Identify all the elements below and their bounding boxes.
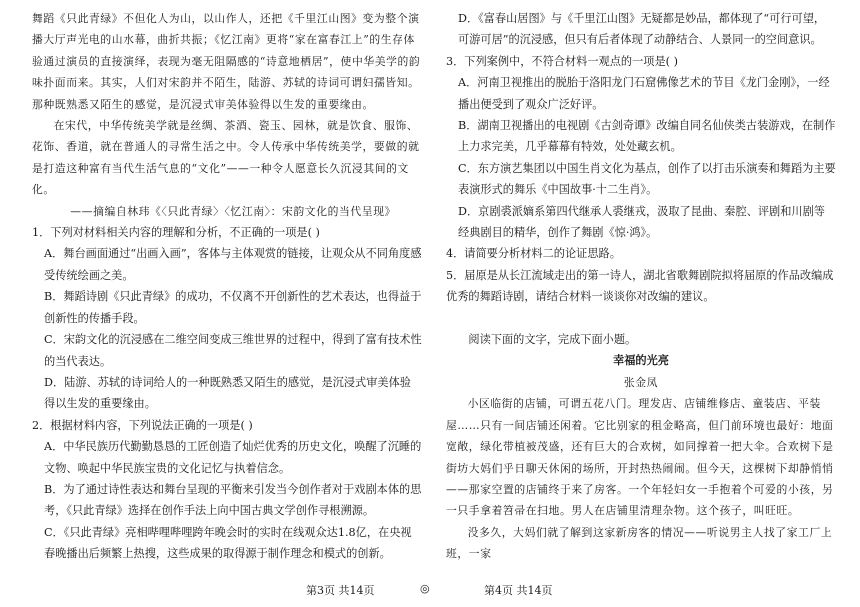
question-1-option-c: C．宋韵文化的沉浸感在二维空间变成三维世界的过程中，得到了富有技术性的当代表达。	[44, 333, 422, 368]
story-paragraph-1: 小区临街的店铺，可谓五花八门。理发店、店铺维修店、童装店、平装屋……只有一间店铺还闲着。它比别家的租金略高，但门前环境也最好：地面宽敞，绿化带植被茂盛，还有巨大的合欢树，如同撑着一把大伞。合欢树下是街坊大妈们乎日聊天休闲的场所，开封热热闹闹。但今天，这棵树下却静悄悄——那家空置的店铺终于来了房客。一个年轻妇女一手抱着个可爱的小孩，另一只手拿着笤帚在扫地。男人在店铺里清理杂物。这个孩子，叫旺旺。	[446, 397, 834, 518]
question-2-option-a: A．中华民族历代勤勤恳恳的工匠创造了灿烂优秀的历史文化，唤醒了沉睡的文物、唤起中华民族宝贵的文化记忆与执着信念。	[44, 440, 422, 475]
question-2-option-b: B．为了通过诗性表达和舞台呈现的平衡来引发当今创作者对于戏剧本体的思考，《只此青绿》选择在创作手法上向中国古典文学创作寻根溯源。	[44, 482, 422, 518]
story-title: 幸福的光亮	[613, 353, 669, 368]
source-citation: ——摘编自林玮《〈只此青绿〉〈忆江南〉：宋韵文化的当代呈现》	[70, 204, 396, 218]
question-2-option-c: C．《只此青绿》亮相哔哩哔哩跨年晚会时的实时在线观众达1.8亿，在央视春晚播出后频繁上热搜，这些成果的取得源于制作理念和模式的创新。	[44, 525, 412, 561]
question-3-option-b: B．湖南卫视播出的电视剧《古剑奇谭》改编自同名仙侠类古装游戏，在制作上力求完美，几乎幕幕有特效，处处藏玄机。	[458, 119, 836, 154]
question-1-stem: 1．下列对材料相关内容的理解和分析，不正确的一项是( )	[32, 226, 320, 240]
question-3-option-c: C．东方演艺集团以中国生肖文化为基点，创作了以打击乐演奏和舞蹈为主要表演形式的舞乐《中国故事·十二生肖》。	[458, 161, 836, 197]
question-3-stem: 3．下列案例中，不符合材料一观点的一项是( )	[446, 54, 678, 68]
question-3-option-d: D．京剧裘派嫡系第四代继承人裘继戎，汲取了昆曲、秦腔、评剧和川剧等经典剧目的精华，创作了舞剧《惊·鸿》。	[458, 204, 825, 240]
page-number-right: 第4页 共14页	[484, 584, 553, 597]
center-mark-icon: ◎	[420, 582, 430, 595]
right-column	[446, 8, 836, 565]
page-number-left: 第3页 共14页	[306, 584, 375, 597]
question-1-option-d: D．陆游、苏轼的诗词给人的一种既熟悉又陌生的感觉，是沉浸式审美体验得以生发的重要缘由。	[44, 375, 411, 411]
intro-paragraph-1: 舞蹈《只此青绿》不但化人为山，以山作人，还把《千里江山图》变为整个演播大厅声光电的山水幕，曲折共振；《忆江南》更将“家在富春江上”的生存体验通过演员的直接演绎，表现为毫无阻隔感的“诗意地栖居”，使中华美学的韵味扑面而来。其实，人们对宋韵并不陌生，陆游、苏轼的诗词可谓妇孺皆知。那种既熟悉又陌生的感觉，是沉浸式审美体验得以生发的重要缘由。	[32, 12, 421, 111]
story-author: 张金凤	[623, 375, 659, 389]
question-2-option-d: D．《富春山居图》与《千里江山图》无疑都是妙品，都体现了“可行可望，可游可居”的沉浸感，但只有后者体现了动静结合、人景同一的空间意识。	[458, 12, 826, 47]
intro-paragraph-2: 在宋代，中华传统美学就是丝绸、茶酒、瓷玉、园林，就是饮食、服饰、花饰、香道，就在普通人的寻常生活之中。令人传承中华传统美学，要做的就是打造这种富有当代生活气息的“文化”——一种令人愿意长久沉浸其间的文化。	[32, 119, 420, 197]
spacer	[446, 308, 836, 329]
reading-instruction: 阅读下面的文字，完成下面小题。	[468, 333, 637, 347]
question-1-option-a: A．舞台画面通过“出画入画”，客体与主体观赏的链接，让观众从不同角度感受传统绘画之美。	[44, 247, 422, 282]
story-paragraph-2: 没多久，大妈们就了解到这家新房客的情况——听说男主人找了家工厂上班，一家	[446, 525, 833, 561]
left-column	[32, 8, 422, 565]
question-4: 4．请简要分析材料二的论证思路。	[446, 247, 621, 261]
question-5: 5．届原是从长江流域走出的第一诗人，湖北省歌舞剧院拟将届原的作品改编成优秀的舞蹈诗剧，请结合材料一谈谈你对改编的建议。	[446, 268, 834, 304]
question-2-stem: 2．根据材料内容，下列说法正确的一项是( )	[32, 418, 253, 432]
question-3-option-a: A．河南卫视推出的脱胎于洛阳龙门石窟佛像艺术的节目《龙门金刚》，一经播出便受到了观众广泛好评。	[458, 76, 830, 111]
question-1-option-b: B．舞蹈诗剧《只此青绿》的成功，不仅离不开创新性的艺术表达，也得益于创新性的传播手段。	[44, 290, 422, 325]
